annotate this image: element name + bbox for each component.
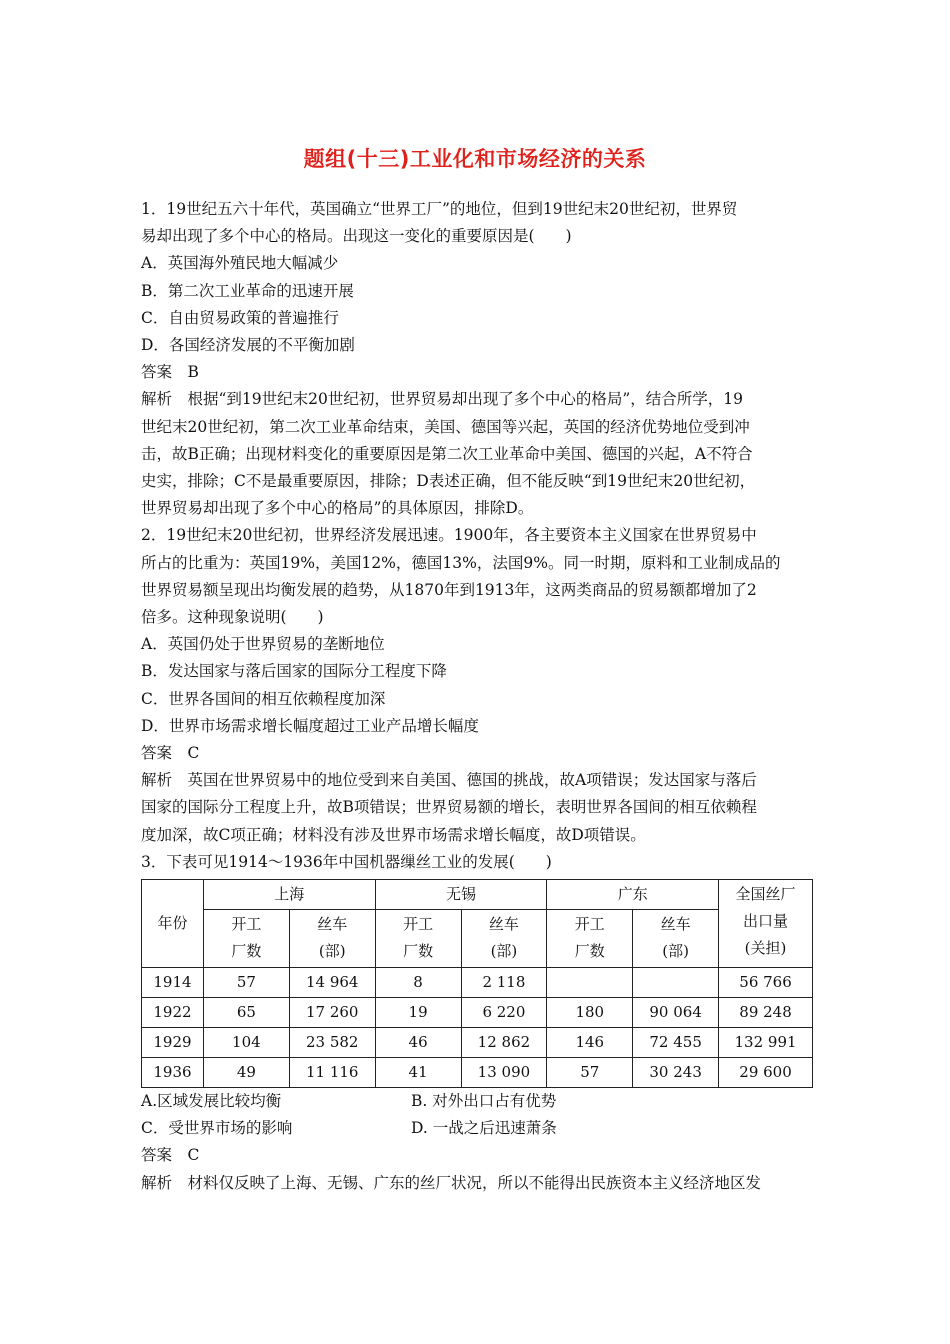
table-cell: 104 xyxy=(203,1028,289,1058)
table-cell: 6 220 xyxy=(461,998,547,1028)
question-2-stem-line: 所占的比重为：英国19%，美国12%，德国13%，法国9%。同一时期，原料和工业制成品的 xyxy=(141,553,781,572)
table-cell: 29 600 xyxy=(719,1058,813,1088)
question-3-analysis-line: 解析 材料仅反映了上海、无锡、广东的丝厂状况，所以不能得出民族资本主义经济地区发 xyxy=(141,1173,762,1192)
table-subheader-line: 厂数 xyxy=(403,942,434,961)
question-1-stem-line: 易却出现了多个中心的格局。出现这一变化的重要原因是( ) xyxy=(141,227,572,246)
question-2-analysis-line: 解析 英国在世界贸易中的地位受到来自美国、德国的挑战，故A项错误；发达国家与落后 xyxy=(141,771,757,790)
silk-industry-table-wrapper xyxy=(141,879,816,1088)
table-cell xyxy=(633,968,719,998)
table-subheader-reels xyxy=(289,910,375,968)
question-3-option-a: A.区域发展比较均衡 xyxy=(141,1092,282,1111)
table-cell: 89 248 xyxy=(719,998,813,1028)
question-3-answer: 答案 C xyxy=(141,1146,200,1165)
table-header-export-line: 全国丝厂 xyxy=(735,885,796,904)
question-1-stem-line: 1．19世纪五六十年代，英国确立“世界工厂”的地位，但到19世纪末20世纪初，世界贸 xyxy=(141,200,738,218)
table-subheader-line: (部) xyxy=(318,942,346,961)
table-subheader-line: 丝车 xyxy=(317,915,348,934)
question-2-stem-line: 倍多。这种现象说明( ) xyxy=(141,608,324,627)
table-subheader-factories xyxy=(547,910,633,968)
table-cell: 72 455 xyxy=(633,1028,719,1058)
table-cell: 90 064 xyxy=(633,998,719,1028)
table-cell: 132 991 xyxy=(719,1028,813,1058)
question-2-option-c: C．世界各国间的相互依赖程度加深 xyxy=(141,689,386,708)
question-2-stem-line: 2．19世纪末20世纪初，世界经济发展迅速。1900年，各主要资本主义国家在世界贸易中 xyxy=(141,526,757,545)
document-body xyxy=(141,196,816,1197)
table-row xyxy=(142,1028,813,1058)
page-title: 题组(十三)工业化和市场经济的关系 xyxy=(303,147,647,171)
table-cell: 19 xyxy=(375,998,461,1028)
table-subheader-line: (部) xyxy=(662,942,689,961)
table-cell: 8 xyxy=(375,968,461,998)
table-row xyxy=(142,968,813,998)
table-header-region: 上海 xyxy=(203,880,375,910)
table-cell: 65 xyxy=(203,998,289,1028)
table-cell: 146 xyxy=(547,1028,633,1058)
table-cell: 23 582 xyxy=(289,1028,375,1058)
table-cell: 17 260 xyxy=(289,998,375,1028)
table-subheader-reels xyxy=(461,910,547,968)
question-1 xyxy=(141,196,816,522)
question-1-option-a: A．英国海外殖民地大幅减少 xyxy=(141,254,339,273)
question-1-option-c: C．自由贸易政策的普遍推行 xyxy=(141,308,339,327)
table-cell: 46 xyxy=(375,1028,461,1058)
question-2-option-b: B．发达国家与落后国家的国际分工程度下降 xyxy=(141,662,447,681)
question-2-option-d: D．世界市场需求增长幅度超过工业产品增长幅度 xyxy=(141,716,479,735)
question-1-answer: 答案 B xyxy=(141,363,199,382)
table-cell: 49 xyxy=(203,1058,289,1088)
question-1-analysis-line: 击，故B正确；出现材料变化的重要原因是第二次工业革命中美国、德国的兴起，A不符合 xyxy=(141,444,753,463)
table-header-export xyxy=(719,880,813,968)
table-cell: 1922 xyxy=(142,998,204,1028)
table-cell: 2 118 xyxy=(461,968,547,998)
table-cell: 13 090 xyxy=(461,1058,547,1088)
table-subheader-line: 厂数 xyxy=(231,942,262,961)
question-3-option-c: C．受世界市场的影响 xyxy=(141,1119,293,1138)
table-row xyxy=(142,1058,813,1088)
table-subheader-line: 丝车 xyxy=(660,915,691,934)
table-header-export-line: 出口量 xyxy=(743,912,789,931)
question-1-analysis-line: 世纪末20世纪初，第二次工业革命结束，美国、德国等兴起，英国的经济优势地位受到冲 xyxy=(141,417,750,436)
question-1-analysis-line: 史实，排除；C不是最重要原因，排除；D表述正确，但不能反映“到19世纪末20世纪初， xyxy=(141,472,756,491)
table-subheader-line: 开工 xyxy=(231,915,262,934)
question-3-option-b: B. 对外出口占有优势 xyxy=(411,1092,557,1111)
question-2-stem-line: 世界贸易额呈现出均衡发展的趋势，从1870年到1913年，这两类商品的贸易额都增加了2 xyxy=(141,580,757,599)
question-2-analysis-line: 度加深，故C项正确；材料没有涉及世界市场需求增长幅度，故D项错误。 xyxy=(141,825,646,844)
table-cell: 14 964 xyxy=(289,968,375,998)
table-subheader-reels xyxy=(633,910,719,968)
question-2-analysis-line: 国家的国际分工程度上升，故B项错误；世界贸易额的增长，表明世界各国间的相互依赖程 xyxy=(141,798,757,817)
question-3-stem: 3．下表可见1914～1936年中国机器缫丝工业的发展( ) xyxy=(141,852,552,871)
table-subheader-line: (部) xyxy=(490,942,518,961)
question-1-analysis-line: 世界贸易却出现了多个中心的格局”的具体原因，排除D。 xyxy=(141,499,534,518)
table-row xyxy=(142,998,813,1028)
question-2-answer: 答案 C xyxy=(141,744,200,763)
table-subheader-factories xyxy=(375,910,461,968)
table-header-export-line: (关担) xyxy=(744,939,787,958)
table-cell: 1914 xyxy=(142,968,204,998)
table-header-year: 年份 xyxy=(142,880,204,968)
question-3-option-d: D. 一战之后迅速萧条 xyxy=(411,1119,557,1138)
table-subheader-line: 开工 xyxy=(403,915,434,934)
table-header-region: 广东 xyxy=(547,880,719,910)
table-cell: 57 xyxy=(547,1058,633,1088)
table-subheader-factories xyxy=(203,910,289,968)
table-cell xyxy=(547,968,633,998)
table-cell: 180 xyxy=(547,998,633,1028)
question-2 xyxy=(141,522,816,848)
question-1-analysis-line: 解析 根据“到19世纪末20世纪初，世界贸易却出现了多个中心的格局”，结合所学，19 xyxy=(141,390,744,409)
table-cell: 56 766 xyxy=(719,968,813,998)
table-cell: 41 xyxy=(375,1058,461,1088)
question-2-option-a: A．英国仍处于世界贸易的垄断地位 xyxy=(141,635,385,654)
table-header-region: 无锡 xyxy=(375,880,547,910)
table-cell: 1929 xyxy=(142,1028,204,1058)
question-1-option-d: D．各国经济发展的不平衡加剧 xyxy=(141,336,355,355)
silk-industry-table xyxy=(141,879,813,1088)
table-cell: 1936 xyxy=(142,1058,204,1088)
table-cell: 57 xyxy=(203,968,289,998)
question-1-option-b: B．第二次工业革命的迅速开展 xyxy=(141,281,354,300)
question-3-options-row xyxy=(141,1088,816,1115)
table-subheader-line: 厂数 xyxy=(574,942,605,961)
table-cell: 11 116 xyxy=(289,1058,375,1088)
table-subheader-line: 丝车 xyxy=(488,915,519,934)
question-3-options-row xyxy=(141,1115,816,1142)
table-cell: 12 862 xyxy=(461,1028,547,1058)
table-subheader-line: 开工 xyxy=(574,915,605,934)
question-3 xyxy=(141,849,816,1197)
table-cell: 30 243 xyxy=(633,1058,719,1088)
